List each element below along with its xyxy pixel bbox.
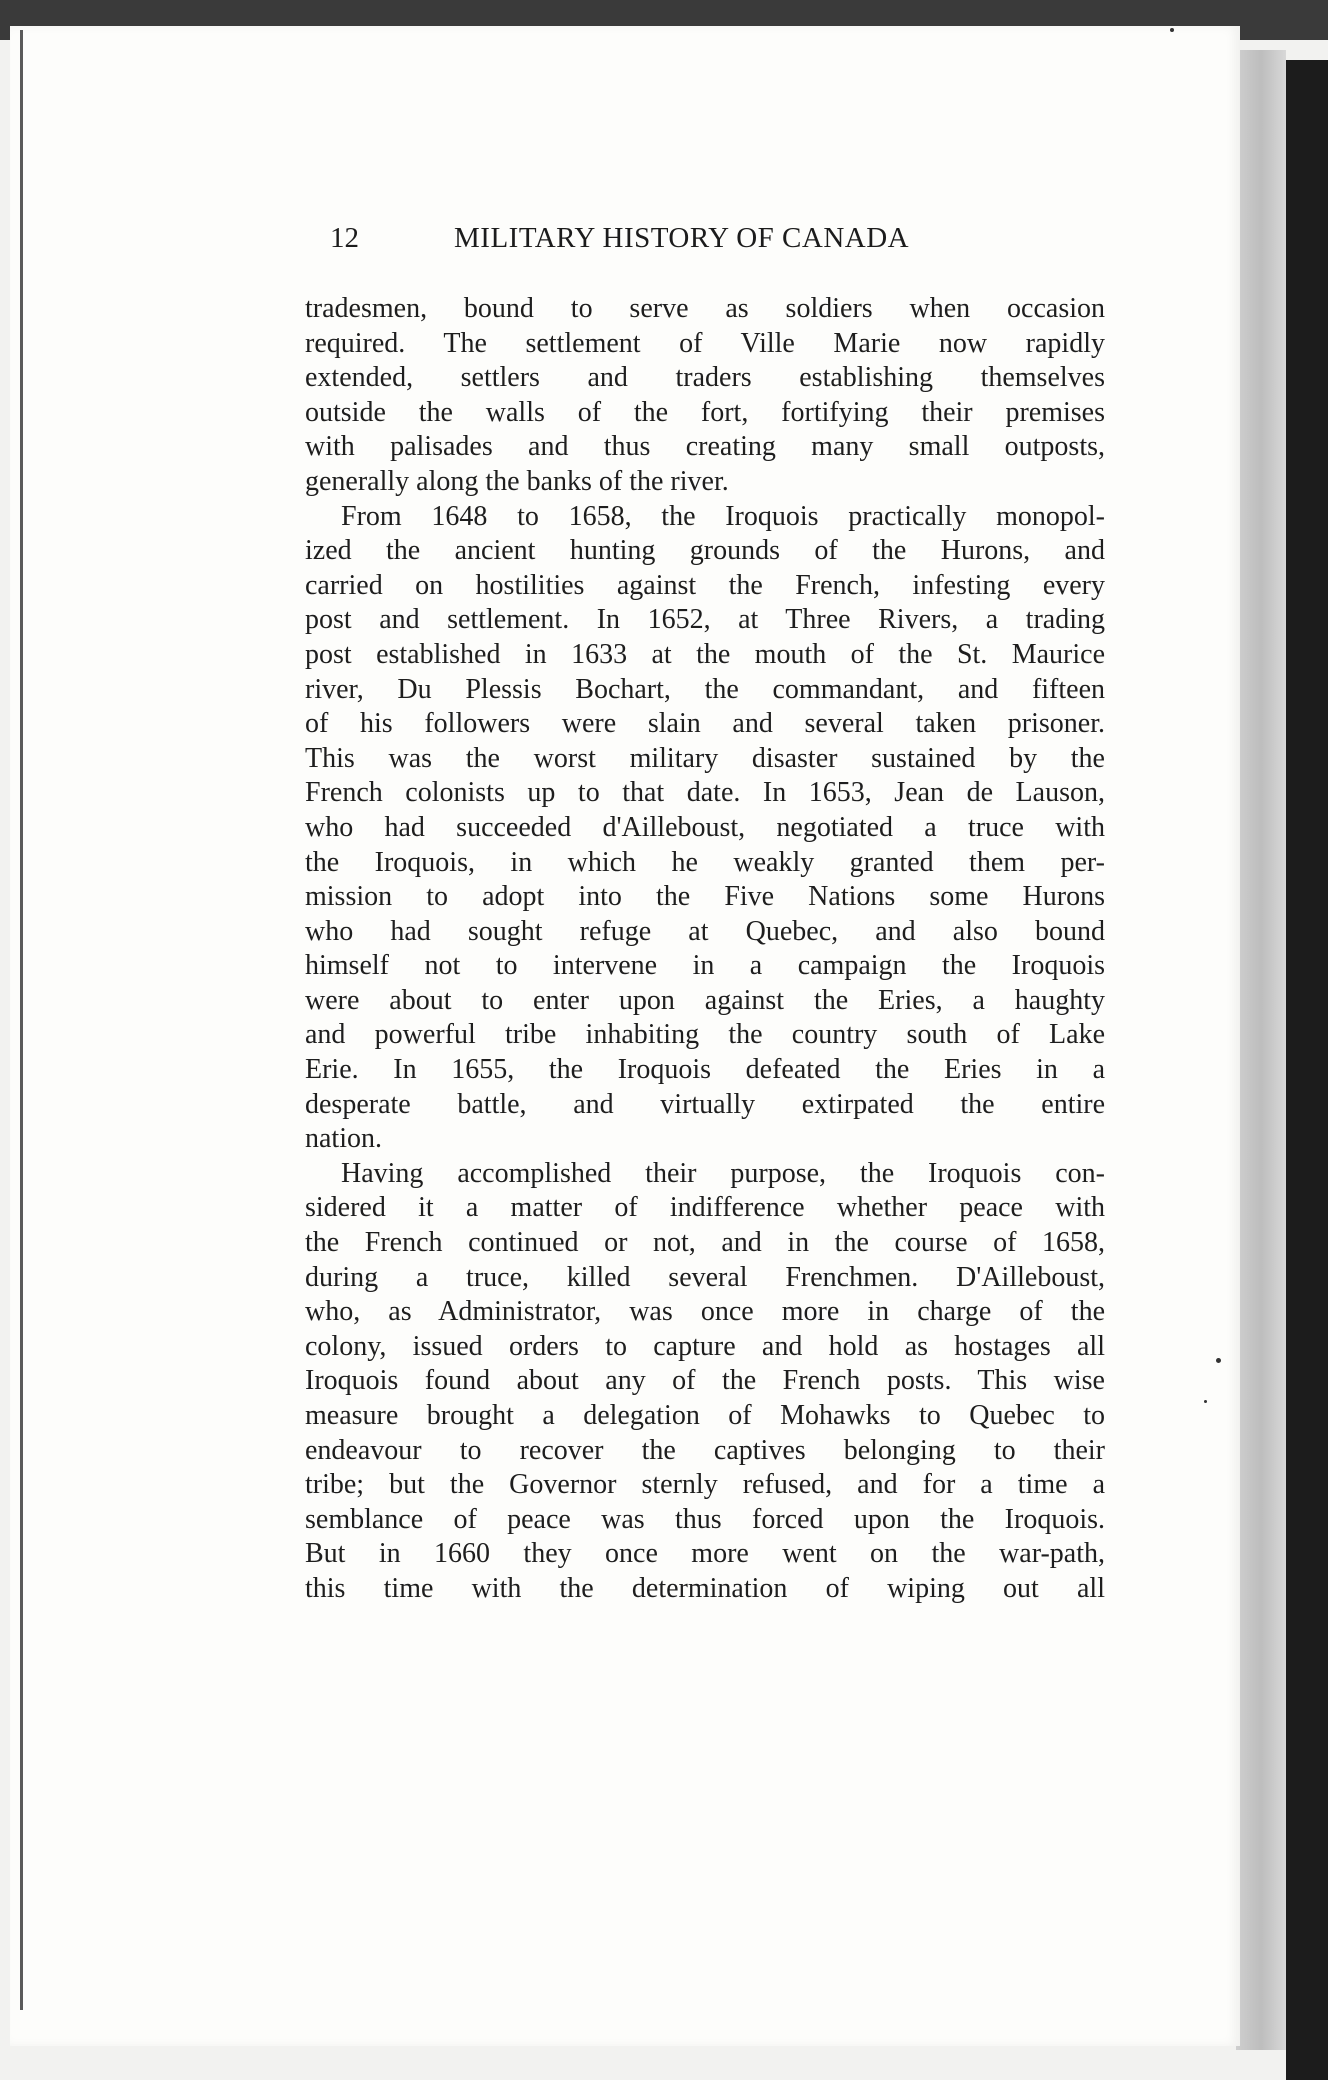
text-line: who had sought refuge at Quebec, and also bound (305, 915, 1105, 947)
text-line: endeavour to recover the captives belonging to their (305, 1434, 1105, 1466)
text-line: the French continued or not, and in the course of 1658, (305, 1227, 1105, 1259)
scan-speck (1204, 1400, 1207, 1403)
text-line: Iroquois found about any of the French posts. This wise (305, 1365, 1105, 1397)
text-line: carried on hostilities against the French, infesting every (305, 569, 1105, 601)
scan-speck (1216, 1358, 1221, 1363)
body-text (305, 292, 1105, 1607)
text-line: during a truce, killed several Frenchmen. D'Ailleboust, (305, 1261, 1105, 1293)
text-line: desperate battle, and virtually extirpated the entire (305, 1088, 1105, 1120)
text-line: nation. (305, 1123, 382, 1155)
text-line: generally along the banks of the river. (305, 465, 729, 497)
page-number: 12 (330, 222, 359, 254)
text-line: outside the walls of the fort, fortifying their premises (305, 396, 1105, 428)
text-line: this time with the determination of wiping out all (305, 1572, 1105, 1604)
text-line: who, as Administrator, was once more in charge of the (305, 1296, 1105, 1328)
text-line: French colonists up to that date. In 1653, Jean de Lauson, (305, 777, 1105, 809)
running-title: MILITARY HISTORY OF CANADA (454, 222, 910, 254)
text-line: and powerful tribe inhabiting the country south of Lake (305, 1019, 1105, 1051)
text-line: tradesmen, bound to serve as soldiers when occasion (305, 293, 1105, 324)
text-line: measure brought a delegation of Mohawks to Quebec to (305, 1400, 1105, 1431)
text-line: himself not to intervene in a campaign the Iroquois (305, 950, 1105, 982)
text-line: But in 1660 they once more went on the war-path, (305, 1538, 1105, 1570)
text-line: Having accomplished their purpose, the Iroquois con- (341, 1157, 1105, 1189)
page-edge-shadow (1236, 50, 1286, 2050)
text-line: Erie. In 1655, the Iroquois defeated the Eries in a (305, 1054, 1105, 1086)
text-line: were about to enter upon against the Eries, a haughty (305, 984, 1105, 1016)
text-line: post established in 1633 at the mouth of the St. Maurice (305, 638, 1105, 670)
text-line: who had succeeded d'Ailleboust, negotiated a truce with (305, 811, 1105, 843)
text-line: This was the worst military disaster sustained by the (305, 742, 1105, 774)
text-line: From 1648 to 1658, the Iroquois practically monopol- (341, 500, 1105, 532)
text-line: river, Du Plessis Bochart, the commandant, and fifteen (305, 673, 1105, 705)
running-header (330, 222, 1110, 262)
text-line: with palisades and thus creating many small outposts, (305, 431, 1105, 463)
text-line: colony, issued orders to capture and hold as hostages all (305, 1330, 1105, 1362)
text-line: of his followers were slain and several taken prisoner. (305, 708, 1105, 740)
text-line: sidered it a matter of indifference whether peace with (305, 1192, 1105, 1224)
binding-edge (20, 30, 23, 2010)
text-line: the Iroquois, in which he weakly granted them per- (305, 846, 1105, 878)
text-line: mission to adopt into the Five Nations some Hurons (305, 881, 1105, 913)
text-line: ized the ancient hunting grounds of the Hurons, and (305, 535, 1105, 567)
text-line: extended, settlers and traders establishing themselves (305, 362, 1105, 394)
scanner-border (1286, 60, 1328, 2080)
text-line: semblance of peace was thus forced upon the Iroquois. (305, 1503, 1105, 1535)
text-line: post and settlement. In 1652, at Three Rivers, a trading (305, 604, 1105, 636)
text-line: tribe; but the Governor sternly refused, and for a time a (305, 1469, 1105, 1501)
scan-speck (1170, 28, 1174, 32)
text-line: required. The settlement of Ville Marie now rapidly (305, 327, 1105, 359)
